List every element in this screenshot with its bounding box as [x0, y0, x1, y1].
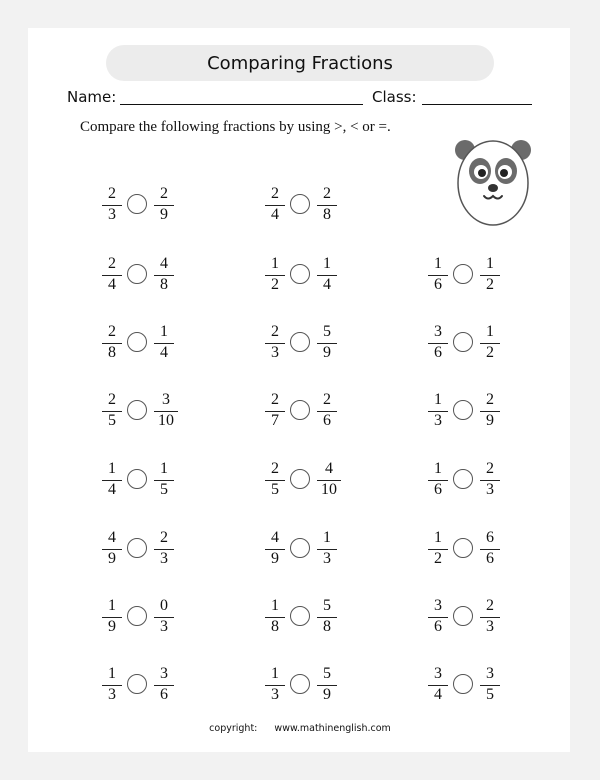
numerator: 3: [434, 323, 442, 340]
denominator: 4: [271, 206, 279, 223]
denominator: 9: [323, 686, 331, 703]
numerator: 4: [160, 255, 168, 272]
answer-circle[interactable]: [453, 606, 473, 626]
answer-circle[interactable]: [127, 400, 147, 420]
denominator: 8: [323, 618, 331, 635]
denominator: 10: [321, 481, 337, 498]
panda-icon: [453, 128, 533, 228]
title-text: Comparing Fractions: [207, 52, 393, 74]
denominator: 4: [323, 276, 331, 293]
answer-circle[interactable]: [290, 469, 310, 489]
right-fraction: [153, 255, 175, 295]
denominator: 9: [271, 550, 279, 567]
answer-circle[interactable]: [290, 674, 310, 694]
left-fraction: [264, 460, 286, 500]
numerator: 3: [486, 665, 494, 682]
numerator: 1: [486, 323, 494, 340]
right-fraction: [479, 665, 501, 705]
left-fraction: [264, 597, 286, 637]
left-fraction: [264, 255, 286, 295]
denominator: 2: [486, 344, 494, 361]
denominator: 3: [160, 618, 168, 635]
denominator: 3: [108, 686, 116, 703]
denominator: 9: [486, 412, 494, 429]
website-link[interactable]: www.mathinenglish.com: [274, 723, 391, 734]
answer-circle[interactable]: [290, 264, 310, 284]
right-fraction: [316, 391, 338, 431]
left-fraction: [101, 323, 123, 363]
numerator: 2: [108, 185, 116, 202]
right-fraction: [153, 391, 179, 431]
right-fraction: [153, 185, 175, 225]
right-fraction: [153, 323, 175, 363]
numerator: 2: [323, 391, 331, 408]
denominator: 8: [271, 618, 279, 635]
numerator: 1: [434, 255, 442, 272]
left-fraction: [101, 255, 123, 295]
denominator: 9: [108, 550, 116, 567]
denominator: 6: [323, 412, 331, 429]
denominator: 3: [271, 686, 279, 703]
answer-circle[interactable]: [290, 538, 310, 558]
denominator: 4: [434, 686, 442, 703]
worksheet-title: [106, 45, 494, 81]
left-fraction: [101, 460, 123, 500]
left-fraction: [427, 255, 449, 295]
left-fraction: [427, 460, 449, 500]
answer-circle[interactable]: [127, 194, 147, 214]
left-fraction: [101, 597, 123, 637]
answer-circle[interactable]: [453, 400, 473, 420]
left-fraction: [427, 391, 449, 431]
denominator: 3: [323, 550, 331, 567]
right-fraction: [479, 460, 501, 500]
right-fraction: [316, 665, 338, 705]
denominator: 3: [486, 481, 494, 498]
numerator: 2: [160, 185, 168, 202]
denominator: 5: [486, 686, 494, 703]
answer-circle[interactable]: [453, 674, 473, 694]
denominator: 8: [323, 206, 331, 223]
right-fraction: [153, 529, 175, 569]
denominator: 9: [108, 618, 116, 635]
right-fraction: [153, 597, 175, 637]
denominator: 3: [434, 412, 442, 429]
numerator: 1: [434, 391, 442, 408]
numerator: 1: [160, 460, 168, 477]
numerator: 1: [323, 529, 331, 546]
denominator: 9: [160, 206, 168, 223]
numerator: 2: [160, 529, 168, 546]
answer-circle[interactable]: [453, 332, 473, 352]
numerator: 2: [271, 323, 279, 340]
right-fraction: [153, 460, 175, 500]
right-fraction: [316, 460, 342, 500]
answer-circle[interactable]: [290, 400, 310, 420]
answer-circle[interactable]: [290, 332, 310, 352]
answer-circle[interactable]: [127, 332, 147, 352]
class-label: Class:: [372, 88, 417, 106]
left-fraction: [101, 665, 123, 705]
numerator: 2: [271, 185, 279, 202]
numerator: 3: [162, 391, 170, 408]
left-fraction: [427, 323, 449, 363]
numerator: 4: [271, 529, 279, 546]
numerator: 5: [323, 597, 331, 614]
right-fraction: [479, 529, 501, 569]
numerator: 2: [486, 391, 494, 408]
numerator: 1: [271, 255, 279, 272]
numerator: 2: [108, 255, 116, 272]
denominator: 9: [323, 344, 331, 361]
denominator: 4: [108, 276, 116, 293]
left-fraction: [264, 185, 286, 225]
denominator: 5: [108, 412, 116, 429]
right-fraction: [479, 255, 501, 295]
instructions: Compare the following fractions by using >, < or =.: [80, 119, 391, 135]
denominator: 2: [486, 276, 494, 293]
answer-circle[interactable]: [127, 469, 147, 489]
right-fraction: [479, 391, 501, 431]
numerator: 3: [434, 597, 442, 614]
denominator: 4: [108, 481, 116, 498]
numerator: 2: [486, 460, 494, 477]
left-fraction: [427, 529, 449, 569]
right-fraction: [316, 185, 338, 225]
denominator: 3: [486, 618, 494, 635]
numerator: 2: [323, 185, 331, 202]
numerator: 1: [271, 597, 279, 614]
answer-circle[interactable]: [127, 674, 147, 694]
right-fraction: [316, 597, 338, 637]
answer-circle[interactable]: [290, 606, 310, 626]
left-fraction: [264, 529, 286, 569]
copyright-label: copyright:: [209, 723, 258, 734]
denominator: 3: [160, 550, 168, 567]
numerator: 3: [160, 665, 168, 682]
class-field[interactable]: [422, 104, 532, 105]
numerator: 4: [325, 460, 333, 477]
numerator: 1: [160, 323, 168, 340]
denominator: 8: [108, 344, 116, 361]
numerator: 3: [434, 665, 442, 682]
denominator: 10: [158, 412, 174, 429]
left-fraction: [427, 597, 449, 637]
left-fraction: [264, 323, 286, 363]
answer-circle[interactable]: [453, 469, 473, 489]
numerator: 2: [486, 597, 494, 614]
left-fraction: [264, 391, 286, 431]
right-fraction: [479, 597, 501, 637]
denominator: 6: [486, 550, 494, 567]
answer-circle[interactable]: [127, 264, 147, 284]
numerator: 6: [486, 529, 494, 546]
right-fraction: [479, 323, 501, 363]
numerator: 1: [323, 255, 331, 272]
denominator: 6: [434, 276, 442, 293]
name-label: Name:: [67, 88, 117, 106]
denominator: 6: [434, 618, 442, 635]
denominator: 2: [434, 550, 442, 567]
numerator: 5: [323, 665, 331, 682]
numerator: 1: [434, 529, 442, 546]
numerator: 2: [108, 323, 116, 340]
numerator: 0: [160, 597, 168, 614]
left-fraction: [101, 529, 123, 569]
numerator: 2: [271, 460, 279, 477]
left-fraction: [101, 391, 123, 431]
name-field[interactable]: [120, 104, 363, 105]
copyright-footer: [0, 723, 600, 734]
denominator: 4: [160, 344, 168, 361]
numerator: 4: [108, 529, 116, 546]
right-fraction: [316, 323, 338, 363]
numerator: 1: [486, 255, 494, 272]
right-fraction: [316, 255, 338, 295]
denominator: 7: [271, 412, 279, 429]
numerator: 2: [108, 391, 116, 408]
denominator: 2: [271, 276, 279, 293]
answer-circle[interactable]: [453, 538, 473, 558]
denominator: 6: [434, 481, 442, 498]
left-fraction: [427, 665, 449, 705]
answer-circle[interactable]: [453, 264, 473, 284]
denominator: 8: [160, 276, 168, 293]
answer-circle[interactable]: [127, 538, 147, 558]
denominator: 3: [271, 344, 279, 361]
denominator: 5: [160, 481, 168, 498]
answer-circle[interactable]: [127, 606, 147, 626]
denominator: 6: [160, 686, 168, 703]
denominator: 5: [271, 481, 279, 498]
left-fraction: [264, 665, 286, 705]
numerator: 2: [271, 391, 279, 408]
left-fraction: [101, 185, 123, 225]
right-fraction: [153, 665, 175, 705]
numerator: 1: [271, 665, 279, 682]
numerator: 1: [108, 597, 116, 614]
numerator: 1: [434, 460, 442, 477]
answer-circle[interactable]: [290, 194, 310, 214]
denominator: 6: [434, 344, 442, 361]
numerator: 5: [323, 323, 331, 340]
numerator: 1: [108, 665, 116, 682]
denominator: 3: [108, 206, 116, 223]
right-fraction: [316, 529, 338, 569]
numerator: 1: [108, 460, 116, 477]
